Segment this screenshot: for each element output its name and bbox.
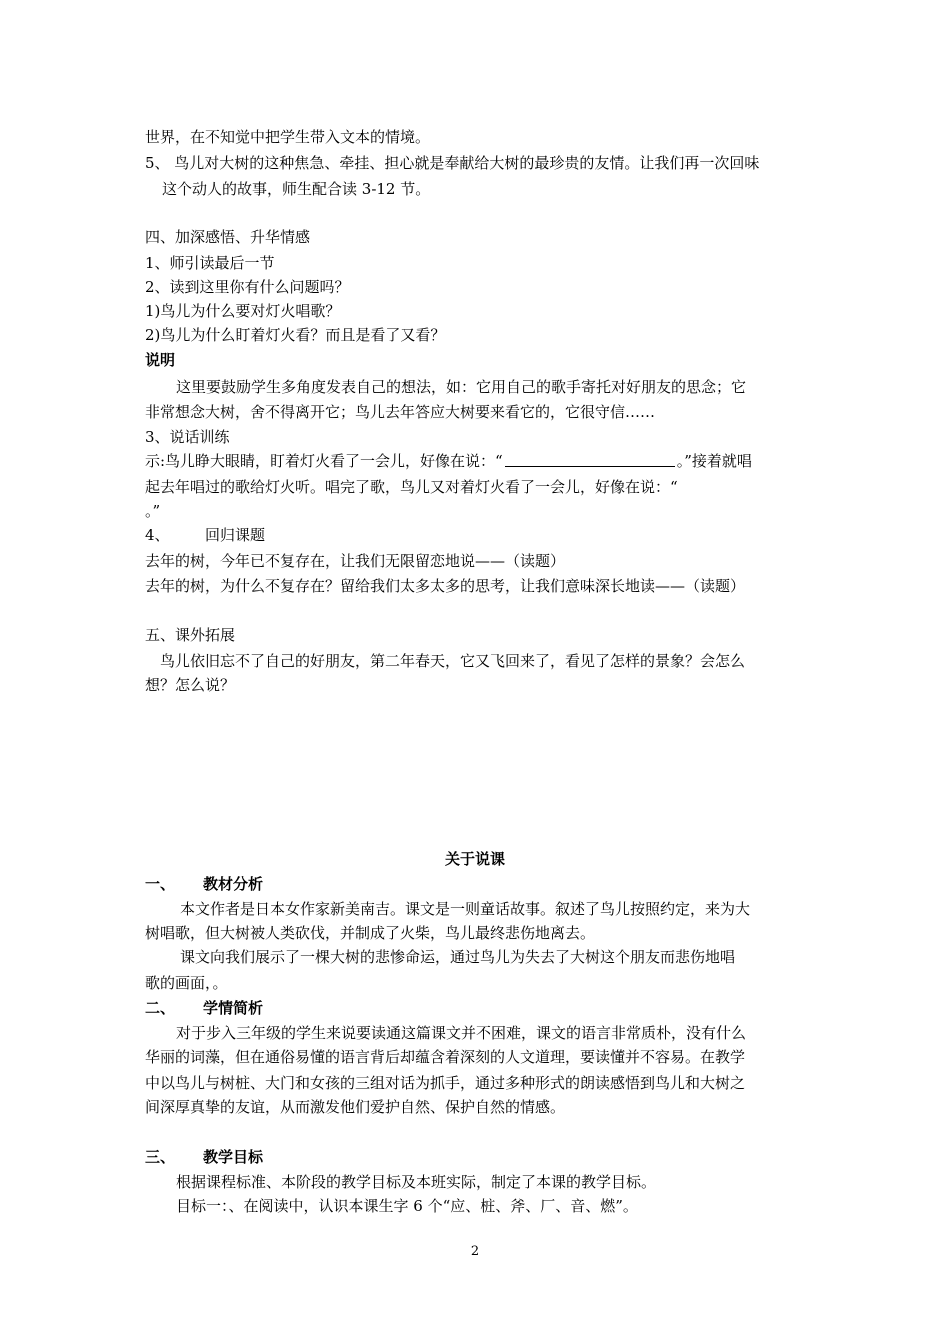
- text-line: 目标一：、在阅读中，认识本课生字 6 个“应、桩、斧、厂、音、燃”。: [176, 1197, 638, 1215]
- note-label: 说明: [145, 351, 176, 369]
- list-item: 2、读到这里你有什么问题吗？: [145, 278, 350, 296]
- text-line: 歌的画面，。: [145, 974, 228, 992]
- text-line: 根据课程标准、本阶段的教学目标及本班实际，制定了本课的教学目标。: [176, 1173, 657, 1191]
- list-item: 3、说话训练: [145, 428, 230, 446]
- text-line: 本文作者是日本女作家新美南吉。课文是一则童话故事。叙述了鸟儿按照约定，来为大: [180, 900, 751, 918]
- heading-number: 三、: [145, 1148, 176, 1166]
- text-line: 这里要鼓励学生多角度发表自己的想法，如：它用自己的歌手寄托对好朋友的思念；它: [176, 378, 747, 396]
- section-heading: 学情简析: [203, 999, 264, 1017]
- text-line: 想？怎么说？: [145, 676, 236, 694]
- list-item: 回归课题: [205, 526, 266, 544]
- text-line: 这个动人的故事，师生配合读 3-12 节。: [162, 180, 431, 198]
- text-line: 非常想念大树，舍不得离开它；鸟儿去年答应大树要来看它的，它很守信……: [145, 403, 656, 421]
- question-item: 1)鸟儿为什么要对灯火唱歌？: [145, 302, 341, 320]
- text-line: 鸟儿依旧忘不了自己的好朋友，第二年春天，它又飞回来了，看见了怎样的景象？会怎么: [160, 652, 746, 670]
- text-line: 5、 鸟儿对大树的这种焦急、牵挂、担心就是奉献给大树的最珍贵的友情。让我们再一次回味: [145, 154, 760, 172]
- page-number: 2: [470, 1244, 480, 1259]
- text-line: 树唱歌，但大树被人类砍伐，并制成了火柴，鸟儿最终悲伤地离去。: [145, 924, 596, 942]
- text-line: 起去年唱过的歌给灯火听。唱完了歌，鸟儿又对着灯火看了一会儿，好像在说：“: [145, 478, 678, 496]
- fill-in-blank: [505, 452, 675, 467]
- section-heading: 四、加深感悟、升华情感: [145, 228, 311, 246]
- heading-number: 二、: [145, 999, 176, 1017]
- text-fragment: 示:鸟儿睁大眼睛，盯着灯火看了一会儿，好像在说：“: [145, 452, 503, 470]
- heading-number: 一、: [145, 875, 176, 893]
- text-line: 去年的树，今年已不复存在，让我们无限留恋地说——（读题）: [145, 552, 566, 570]
- text-line: 华丽的词藻，但在通俗易懂的语言背后却蕴含着深刻的人文道理，要读懂并不容易。在教学: [145, 1048, 746, 1066]
- text-line: 世界，在不知觉中把学生带入文本的情境。: [145, 128, 431, 146]
- text-line: 去年的树，为什么不复存在？留给我们太多太多的思考，让我们意味深长地读——（读题）: [145, 577, 746, 595]
- section-heading: 五、课外拓展: [145, 626, 236, 644]
- text-line: 间深厚真挚的友谊，从而激发他们爱护自然、保护自然的情感。: [145, 1098, 566, 1116]
- page-title: 关于说课: [444, 850, 505, 868]
- text-line: 。”: [145, 502, 161, 520]
- question-item: 2)鸟儿为什么盯着灯火看？而且是看了又看？: [145, 326, 446, 344]
- list-item-number: 4、: [145, 526, 170, 544]
- section-heading: 教材分析: [203, 875, 264, 893]
- text-line: 课文向我们展示了一棵大树的悲惨命运，通过鸟儿为失去了大树这个朋友而悲伤地唱: [180, 948, 736, 966]
- list-item: 1、师引读最后一节: [145, 254, 275, 272]
- text-fragment: 。”接着就唱: [676, 452, 752, 470]
- section-heading: 教学目标: [203, 1148, 264, 1166]
- text-line: 中以鸟儿与树桩、大门和女孩的三组对话为抓手，通过多种形式的朗读感悟到鸟儿和大树之: [145, 1074, 746, 1092]
- text-line: [145, 450, 752, 472]
- text-line: 对于步入三年级的学生来说要读通这篇课文并不困难，课文的语言非常质朴，没有什么: [176, 1024, 747, 1042]
